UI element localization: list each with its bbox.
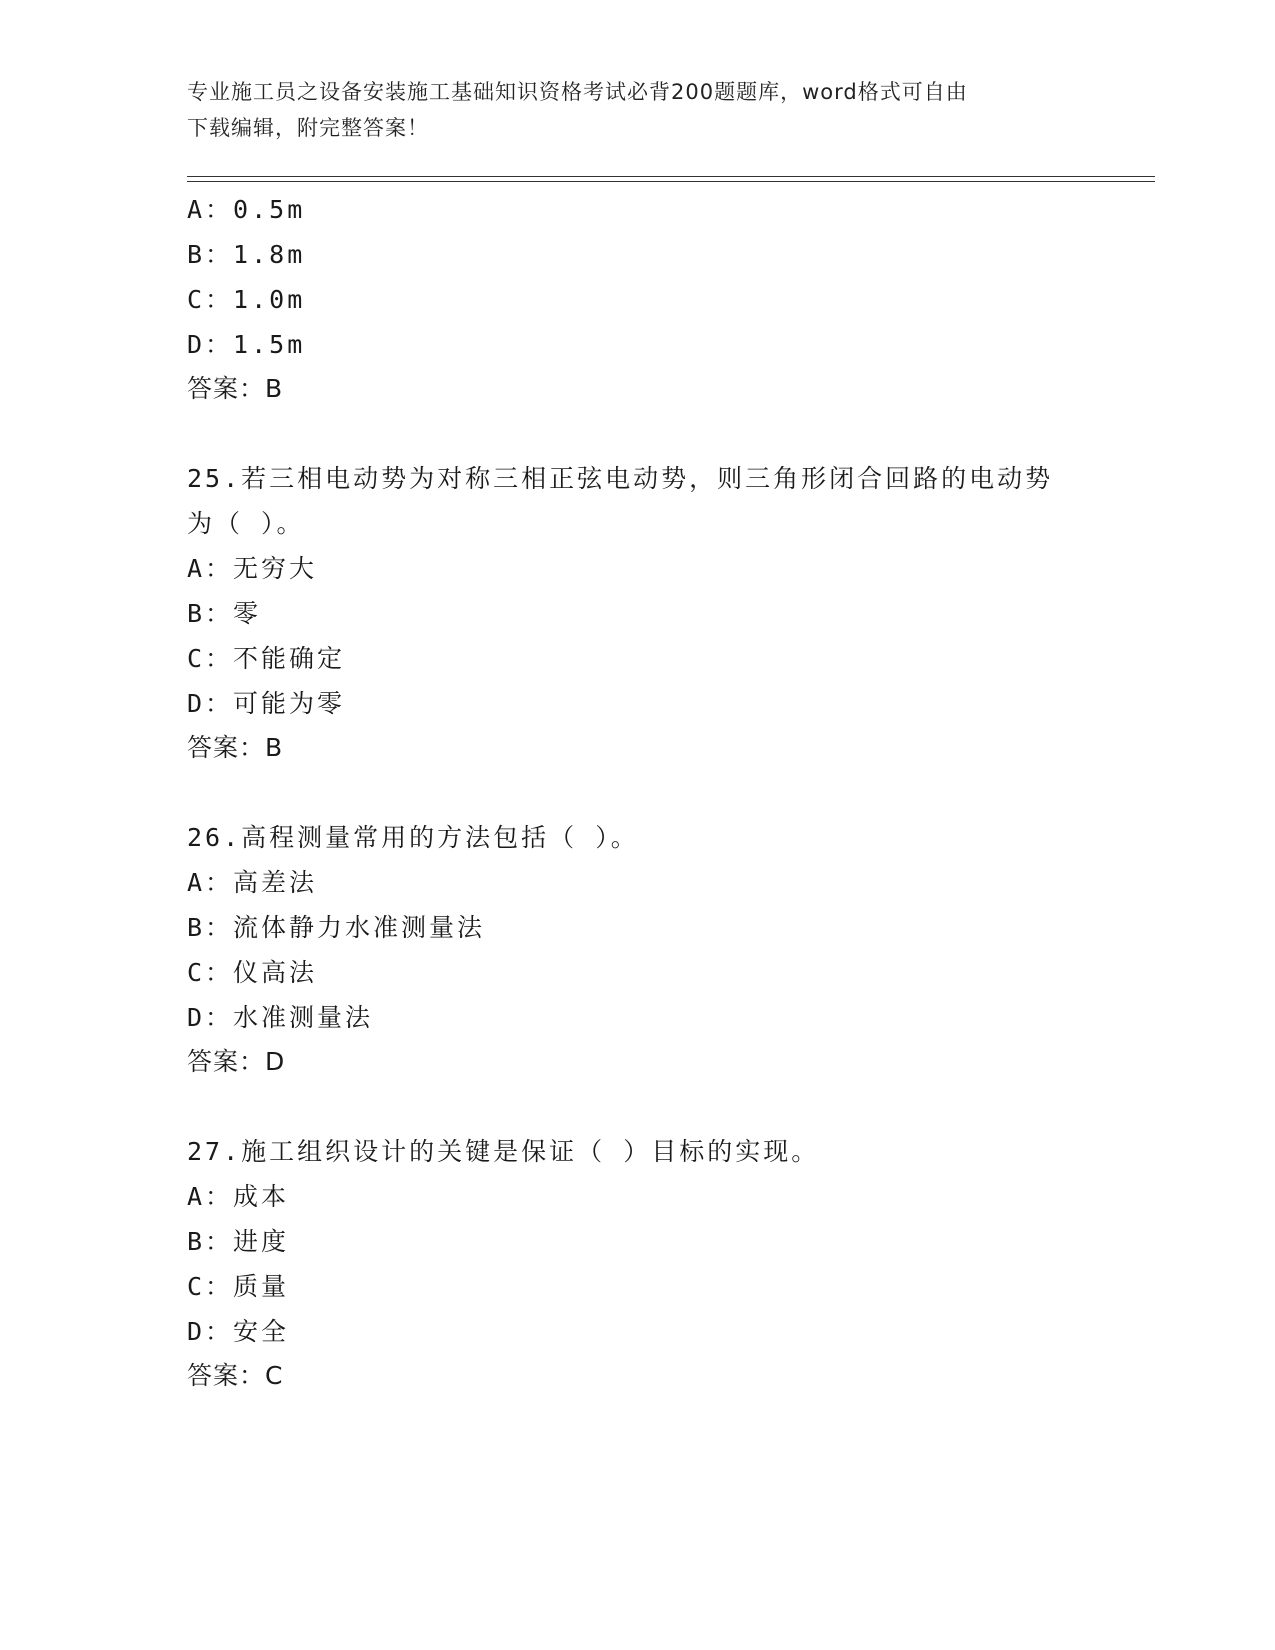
option-b: B：流体静力水准测量法	[187, 913, 486, 942]
option-b: B：1.8m	[187, 240, 306, 269]
question-25-line-2: 为（ ）。	[187, 509, 305, 538]
option-d: D：安全	[187, 1317, 290, 1346]
answer: 答案：B	[187, 733, 284, 762]
document-header	[187, 74, 1067, 146]
option-c: C：不能确定	[187, 644, 346, 673]
option-d: D：1.5m	[187, 330, 306, 359]
option-a: A：高差法	[187, 868, 318, 897]
option-d: D：可能为零	[187, 689, 346, 718]
option-a: A：成本	[187, 1182, 290, 1211]
option-a: A：无穷大	[187, 554, 318, 583]
question-25-line-1: 25.若三相电动势为对称三相正弦电动势，则三角形闭合回路的电动势	[187, 464, 1054, 493]
header-divider-bottom	[187, 181, 1155, 182]
answer: 答案：B	[187, 374, 284, 403]
question-27: 27.施工组织设计的关键是保证（ ）目标的实现。	[187, 1137, 820, 1166]
answer: 答案：C	[187, 1361, 284, 1390]
option-c: C：仪高法	[187, 958, 318, 987]
option-c: C：质量	[187, 1272, 290, 1301]
option-d: D：水准测量法	[187, 1003, 374, 1032]
question-26: 26.高程测量常用的方法包括（ ）。	[187, 823, 639, 852]
option-c: C：1.0m	[187, 285, 306, 314]
header-line-1: 专业施工员之设备安装施工基础知识资格考试必背200题题库，word格式可自由	[187, 80, 968, 104]
header-line-2: 下载编辑，附完整答案！	[187, 116, 429, 140]
answer: 答案：D	[187, 1047, 286, 1076]
option-a: A：0.5m	[187, 195, 306, 224]
option-b: B：零	[187, 599, 262, 628]
option-b: B：进度	[187, 1227, 290, 1256]
header-divider-top	[187, 176, 1155, 177]
